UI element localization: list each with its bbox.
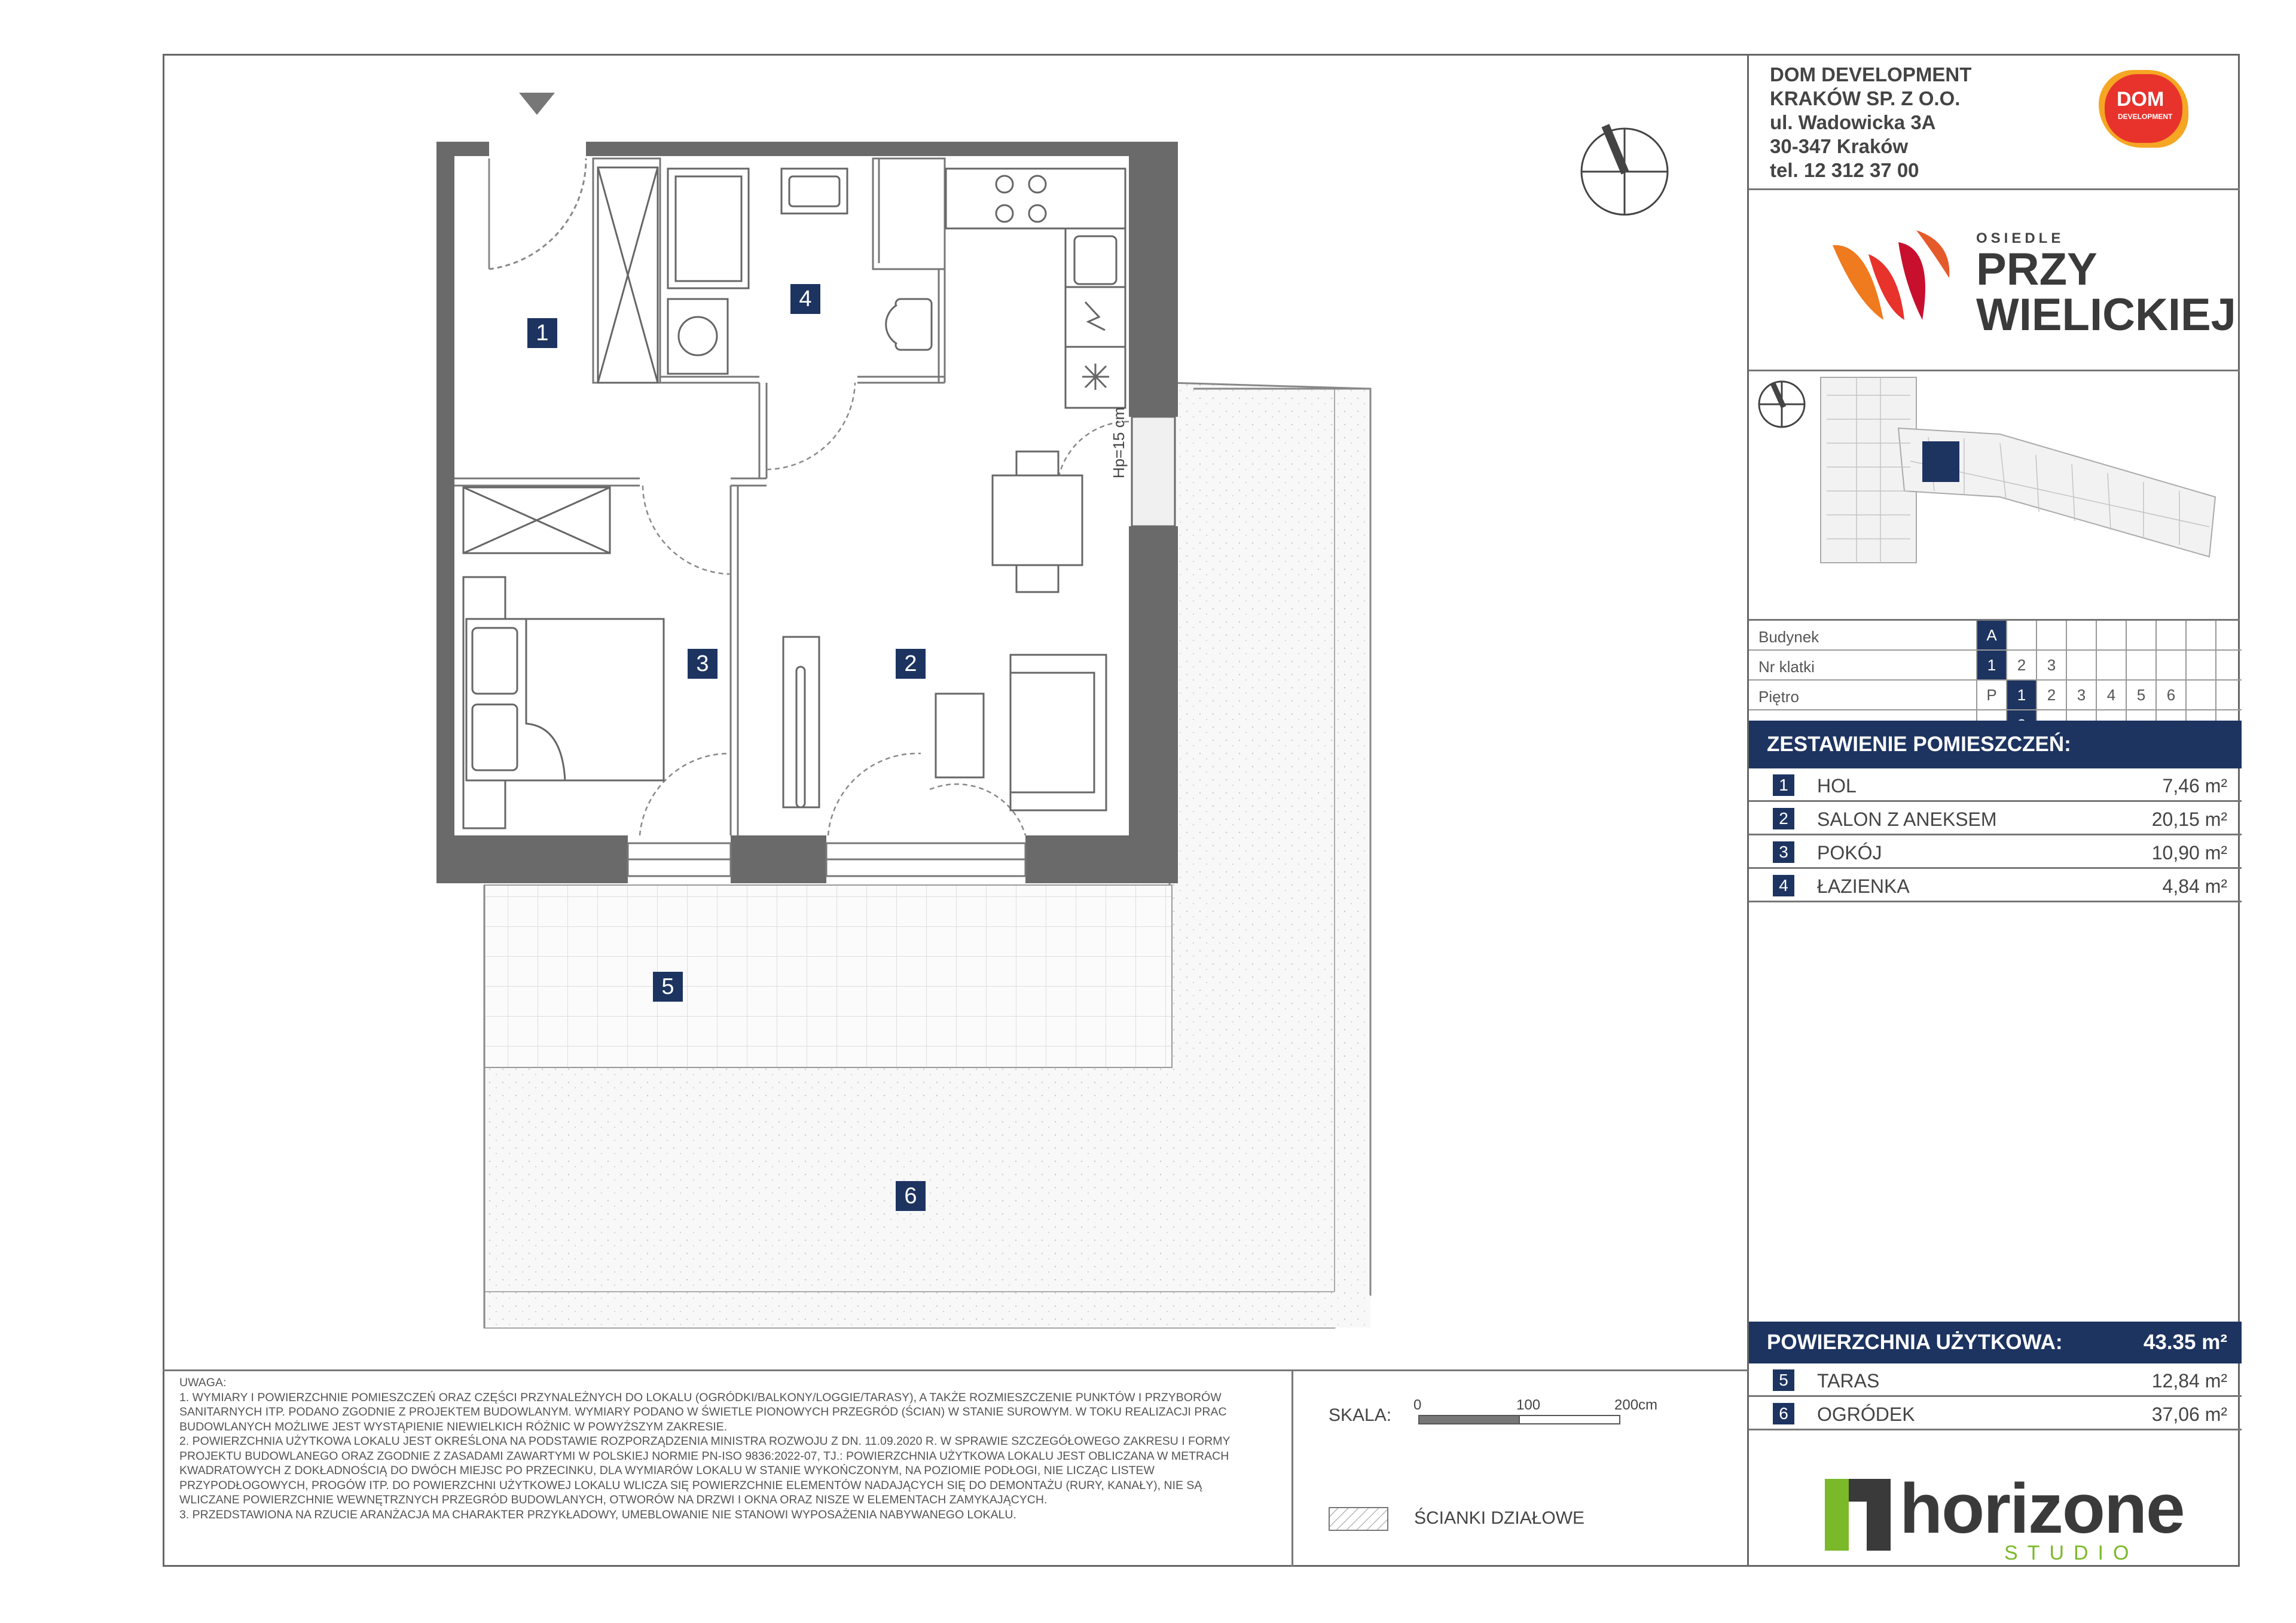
- room-row-2: 2 SALON Z ANEKSEM 20,15 m²: [1749, 802, 2242, 835]
- scale-bar-dark: [1418, 1415, 1520, 1424]
- room-label-1: 1: [527, 318, 557, 348]
- terrace-doors: [628, 843, 1025, 876]
- notes-block: [179, 1375, 1292, 1522]
- scale-tick-0: 0: [1413, 1397, 1422, 1413]
- room-row-1: 1 HOL 7,46 m²: [1749, 768, 2242, 802]
- note-line: 2. POWIERZCHNIA UŻYTKOWA LOKALU JEST OKREŚLONA NA PODSTAWIE ROZPORZĄDZENIA MINISTRA ROZWOJU Z DN. 11.09.2020 R. W SPRAWIE SZCZEGÓŁOWEGO ZAKRESU I FORMY: [179, 1435, 1231, 1448]
- estate-name: OSIEDLE PRZY WIELICKIEJ: [1976, 230, 2236, 340]
- developer-name: DOM DEVELOPMENT: [1770, 63, 1972, 86]
- dom-development-logo: DOM DEVELOPMENT: [2093, 67, 2191, 151]
- rooms-header: ZESTAWIENIE POMIESZCZEŃ:: [1749, 721, 2242, 768]
- note-line: KWADRATOWYCH Z DOKŁADNOŚCIĄ DO DWÓCH MIEJSC PO PRZECINKU, DLA WYMIARÓW LOKALU W STANIE WYKOŃCZONYM, NA POZIOMIE PODŁOGI, NIE LICZĄC LISTEW: [179, 1464, 1155, 1477]
- room-label-5: 5: [653, 972, 683, 1002]
- key-plan-compass-icon: [1759, 382, 1805, 427]
- info-row-stairwell: Nr klatki 1 2 3: [1749, 651, 2242, 681]
- scale-tick-100: 100: [1516, 1397, 1541, 1413]
- scale-divider: [1292, 1369, 1293, 1567]
- note-line: SANITARNYCH ITP. PODANO ZGODNIE Z PROJEKTEM BUDOWLANYM. WYMIARY PODANO W ŚWIETLE PIONOWYCH PRZEGRÓD (ŚCIAN) W STANIE SUROWYM. W TOKU REALIZACJI PRAC: [179, 1405, 1227, 1418]
- partition-hatch-icon: [1329, 1507, 1388, 1531]
- room-label-3: 3: [688, 649, 718, 679]
- terrace-area: [484, 885, 1172, 1067]
- note-line: PROJEKTU BUDOWLANEGO ORAZ ZGODNIE Z ZASADAMI ZAWARTYMI W POLSKIEJ NORMIE PN-ISO 9836:2022-07, TJ.: POWIERZCHNIA UŻYTKOWA LOKALU JEST OBLICZANA W METRACH: [179, 1449, 1229, 1463]
- room-label-6: 6: [896, 1181, 926, 1211]
- extra-row-garden: 6 OGRÓDEK 37,06 m²: [1749, 1397, 2242, 1430]
- legend-partition-label: ŚCIANKI DZIAŁOWE: [1414, 1508, 1585, 1528]
- extra-row-terrace: 5 TARAS 12,84 m²: [1749, 1363, 2242, 1397]
- developer-company: KRAKÓW SP. Z O.O.: [1770, 87, 1961, 109]
- developer-address: [1770, 63, 1971, 182]
- scale-tick-200: 200cm: [1614, 1397, 1658, 1413]
- info-row-floor: Piętro P 1 2 3 4 5 6: [1749, 681, 2242, 710]
- developer-phone: tel. 12 312 37 00: [1770, 159, 1919, 181]
- info-row-building: Budynek A: [1749, 621, 2242, 651]
- usable-area-value: 43.35 m²: [2143, 1331, 2227, 1354]
- notes-title: UWAGA:: [179, 1376, 227, 1389]
- usable-area-bar: [1749, 1322, 2242, 1363]
- room-row-3: 3 POKÓJ 10,90 m²: [1749, 835, 2242, 869]
- estate-logo-icon: [1833, 230, 1958, 386]
- building-key-plan: [1749, 371, 2242, 619]
- wardrobe: [598, 167, 658, 383]
- usable-area-label: POWIERZCHNIA UŻYTKOWA:: [1767, 1331, 2063, 1354]
- room-row-4: 4 ŁAZIENKA 4,84 m²: [1749, 869, 2242, 902]
- note-line: PRZYPODŁOGOWYCH, PROGÓW ITP. DO POWIERZCHNI UŻYTKOWEJ LOKALU WLICZA SIĘ POWIERZCHNIE ELEMENTÓW NADAJĄCYCH SIĘ DO DEMONTAŻU (RURY, KANAŁY), NIE SĄ: [179, 1478, 1202, 1492]
- note-line: WLICZANE POWIERZCHNIE WEWNĘTRZNYCH PRZEGRÓD BUDOWLANYCH, OTWORÓW NA DRZWI I OKNA ORAZ NISZE W ELEMENTACH ZAMYKAJĄCYCH.: [179, 1493, 1048, 1506]
- scale-label: SKALA:: [1329, 1405, 1392, 1425]
- window-height-note: Hp=15 cm: [1110, 407, 1128, 478]
- compass-icon: [1581, 126, 1668, 215]
- developer-street: ul. Wadowicka 3A: [1770, 111, 1936, 133]
- horizone-studio-logo: horizone STUDIO: [1825, 1473, 2184, 1563]
- apartment-location-marker: [1922, 441, 1959, 482]
- note-line: 3. PRZEDSTAWIONA NA RZUCIE ARANŻACJA MA CHARAKTER PRZYKŁADOWY, UMEBLOWANIE NIE STANOWI WYPOSAŻENIA NABYWANEGO LOKALU.: [179, 1508, 1016, 1521]
- room-label-2: 2: [896, 649, 926, 679]
- info-panel: [1747, 54, 2240, 1567]
- entrance-arrow-icon: [519, 93, 555, 115]
- note-line: BUDOWLANYCH MOŻLIWE JEST WYSTĄPIENIE NIEWIELKICH RÓŻNIC W POWYŻSZYM ZAKRESIE.: [179, 1420, 728, 1433]
- scale-bar-light: [1519, 1415, 1620, 1424]
- notes-divider: [163, 1369, 1748, 1371]
- developer-city: 30-347 Kraków: [1770, 135, 1909, 157]
- room-label-4: 4: [790, 284, 820, 314]
- horizone-mark-icon: [1825, 1479, 1891, 1551]
- note-line: 1. WYMIARY I POWIERZCHNIE POMIESZCZEŃ ORAZ CZĘŚCI PRZYNALEŻNYCH DO LOKALU (OGRÓDKI/BALKONY/LOGGIE/TARASY), A TAKŻE ROZMIESZCZENIE PUNKTÓW I PRZYBORÓW: [179, 1390, 1222, 1404]
